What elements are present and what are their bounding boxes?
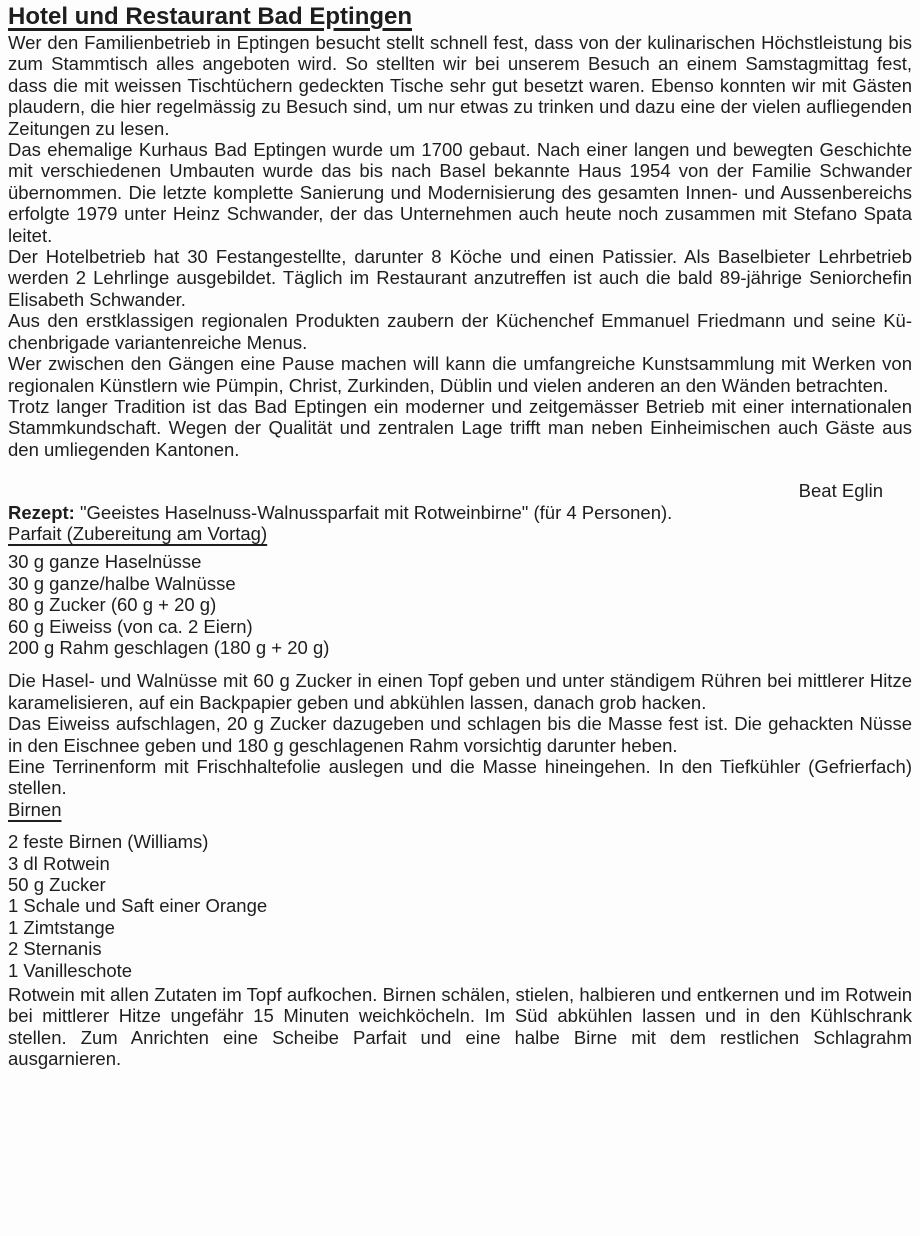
document-page [8, 2, 912, 1070]
article-paragraph: Das ehemalige Kurhaus Bad Eptingen wurde um 1700 gebaut. Nach einer langen und bewegten Geschichte mit verschiedenen Umbauten wurde das bis nach Basel bekannte Haus 1954 von der Familie Schwander übernommen. Die letzte komplette Sanierung und Modernisierung des gesamten Innen- und Aussenbereichs erfolgte 1979 unter Heinz Schwander, der das Unternehmen auch heute noch zusammen mit Stefano Spata leitet. [8, 139, 912, 246]
ingredient-line: 1 Vanilleschote [8, 959, 133, 981]
article-paragraph: Wer zwischen den Gängen eine Pause machen will kann die umfangreiche Kunstsammlung mit Werken von regionalen Künstlern wie Pümpin, Christ, Zurkinden, Düblin und vielen anderen an den Wänden betrachten. [8, 353, 912, 396]
ingredient-list [8, 831, 912, 981]
article-paragraph: Aus den erstklassigen regionalen Produkten zaubern der Küchenchef Emmanuel Friedmann und seine Küchenbrigade variantenreiche Menus. [8, 310, 912, 353]
ingredient-line: 30 g ganze/halbe Walnüsse [8, 572, 236, 594]
author-signature: Beat Eglin [798, 480, 883, 502]
section-heading: Parfait (Zubereitung am Vortag) [8, 522, 268, 544]
step-paragraph: Die Hasel- und Walnüsse mit 60 g Zucker in einen Topf geben und unter ständigem Rühren bei mittlerer Hitze karamelisieren, auf ein Backpapier geben und abkühlen lassen, danach grob hacken. [8, 670, 912, 713]
preparation-steps [8, 984, 912, 1070]
step-paragraph: Eine Terrinenform mit Frischhaltefolie auslegen und die Masse hineingehen. In den Tiefkühler (Gefrierfach) stellen. [8, 756, 912, 799]
recipe-name: "Geeistes Haselnuss-Walnussparfait mit Rotweinbirne" (für 4 Personen). [79, 501, 673, 523]
ingredient-line: 60 g Eiweiss (von ca. 2 Eiern) [8, 615, 253, 637]
ingredient-line: 2 feste Birnen (Williams) [8, 831, 209, 853]
article-paragraph: Trotz langer Tradition ist das Bad Eptingen ein moderner und zeitgemässer Betrieb mit einer internationalen Stammkundschaft. Wegen der Qualität und zentralen Lage trifft man neben Einheimischen auch Gäste aus den umliegenden Kantonen. [8, 395, 912, 460]
article-paragraph: Der Hotelbetrieb hat 30 Festangestellte, darunter 8 Köche und einen Patissier. Als Baselbieter Lehrbetrieb werden 2 Lehrlinge ausgebildet. Täglich im Restaurant anzutreffen ist auch die bald 89-jährige Seniorchefin Elisabeth Schwander. [8, 246, 912, 310]
section-heading: Birnen [8, 798, 62, 820]
ingredient-list [8, 551, 912, 658]
recipe-label: Rezept: [8, 501, 75, 523]
ingredient-line: 80 g Zucker (60 g + 20 g) [8, 594, 217, 616]
document-title: Hotel und Restaurant Bad Eptingen [8, 3, 413, 30]
recipe-section-parfait [8, 523, 912, 799]
step-paragraph: Rotwein mit allen Zutaten im Topf aufkochen. Birnen schälen, stielen, halbieren und entkernen und im Rotwein bei mittlerer Hitze ungefähr 15 Minuten weichköcheln. Im Süd abkühlen lassen und in den Kühlschrank stellen. Zum Anrichten eine Scheibe Parfait und eine halbe Birne mit dem restlichen Schlagrahm ausgarnieren. [8, 984, 912, 1070]
recipe-section-birnen [8, 799, 912, 1070]
ingredient-line: 30 g ganze Haselnüsse [8, 551, 202, 573]
ingredient-line: 3 dl Rotwein [8, 852, 110, 874]
ingredient-line: 1 Zimtstange [8, 916, 115, 938]
recipe-title-line [8, 502, 912, 523]
ingredient-line: 2 Sternanis [8, 938, 102, 960]
article-paragraph: Wer den Familienbetrieb in Eptingen besucht stellt schnell fest, dass von der kulinarischen Höchstleistung bis zum Stammtisch alles angeboten wird. So stellten wir bei unserem Besuch an einem Samstagmittag fest, dass die mit weissen Tischtüchern gedeckten Tische sehr gut besetzt waren. Ebenso konnten wir mit Gästen plaudern, die hier regelmässig zu Besuch sind, um nur etwas zu trinken und dazu eine der vielen aufliegenden Zeitungen zu lesen. [8, 32, 912, 139]
step-paragraph: Das Eiweiss aufschlagen, 20 g Zucker dazugeben und schlagen bis die Masse fest ist. Die gehackten Nüsse in den Eischnee geben und 180 g geschlagenen Rahm vorsichtig darunter heben. [8, 713, 912, 756]
ingredient-line: 200 g Rahm geschlagen (180 g + 20 g) [8, 636, 330, 658]
ingredient-line: 1 Schale und Saft einer Orange [8, 895, 268, 917]
ingredient-line: 50 g Zucker [8, 874, 106, 896]
preparation-steps [8, 670, 912, 798]
